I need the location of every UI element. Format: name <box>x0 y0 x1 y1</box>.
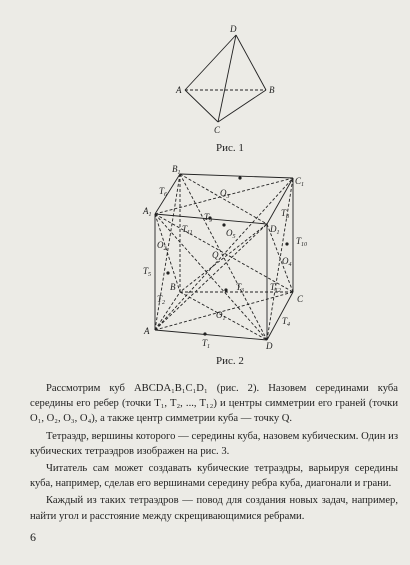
fig2-label-q: Q <box>212 250 219 260</box>
paragraph-3: Читатель сам может создавать кубические тетраэдры, варьируя середины куба, например, сделав его вершинами середину ребра куба, диагонали и грани. <box>30 463 398 490</box>
fig2-label-t5: $T_5$ <box>143 266 152 278</box>
fig1-label-d: D <box>230 24 237 34</box>
fig2-label-t11: $T_{11}$ <box>182 224 193 236</box>
fig2-label-o4: $O_4$ <box>282 256 292 268</box>
fig2-label-o1: $O_1$ <box>216 310 226 322</box>
fig2-label-t3: $T_3$ <box>236 282 245 294</box>
fig2-label-t8: $T_8$ <box>281 208 290 220</box>
fig2-label-a: A <box>144 326 150 336</box>
fig2-label-c: C <box>297 294 304 304</box>
fig2-label-t10: $T_{10}$ <box>296 236 308 248</box>
fig2-label-c1: $C_1$ <box>295 176 305 188</box>
fig2-label-b1: $B_1$ <box>172 164 181 176</box>
fig2-label-o3: $O_3$ <box>220 188 230 200</box>
fig2-label-d: D <box>266 341 273 351</box>
paragraph-2: Тетраэдр, вершины которого — середины куба, назовем кубическим. Один из кубических тетраэдров изображен на рис. 3. <box>30 430 398 457</box>
fig2-label-a1: $A_1$ <box>143 206 152 218</box>
figure-1-caption: Рис. 1 <box>216 142 244 154</box>
fig2-label-t4: $T_4$ <box>282 316 291 328</box>
fig2-label-b: B <box>170 282 176 292</box>
paragraph-1: Рассмотрим куб ABCDA₁B₁C₁D₁ (рис. 2). Назовем серединами куба середины его ребер (точки T₁, T₂, ..., T₁₂) и центры симметрии его граней (точки O₁, O₂, O₃, O₄), а также центр симметрии куба — точку Q. <box>30 383 398 425</box>
fig2-label-t6: $T_6$ <box>159 186 168 198</box>
fig1-label-c: C <box>214 125 221 135</box>
fig2-label-t12: $T_{12}$ <box>270 282 282 294</box>
fig1-label-b: B <box>269 85 275 95</box>
fig2-label-d1: $D_1$ <box>270 224 280 236</box>
fig2-label-t1: $T_1$ <box>202 338 211 350</box>
fig2-label-o2: $O_2$ <box>157 240 167 252</box>
fig2-label-t2: $T_2$ <box>157 294 166 306</box>
page-number: 6 <box>30 530 36 544</box>
body-text <box>30 381 398 524</box>
fig1-label-a: A <box>176 85 182 95</box>
figure-2-caption: Рис. 2 <box>216 355 244 367</box>
fig2-label-t9: $T_9$ <box>204 212 213 224</box>
fig2-label-o4-center: $O_5$ <box>226 228 236 240</box>
paragraph-4: Каждый из таких тетраэдров — повод для создания новых задач, например, найти угол и расстояние между скрещивающимися ребрами. <box>30 495 398 522</box>
